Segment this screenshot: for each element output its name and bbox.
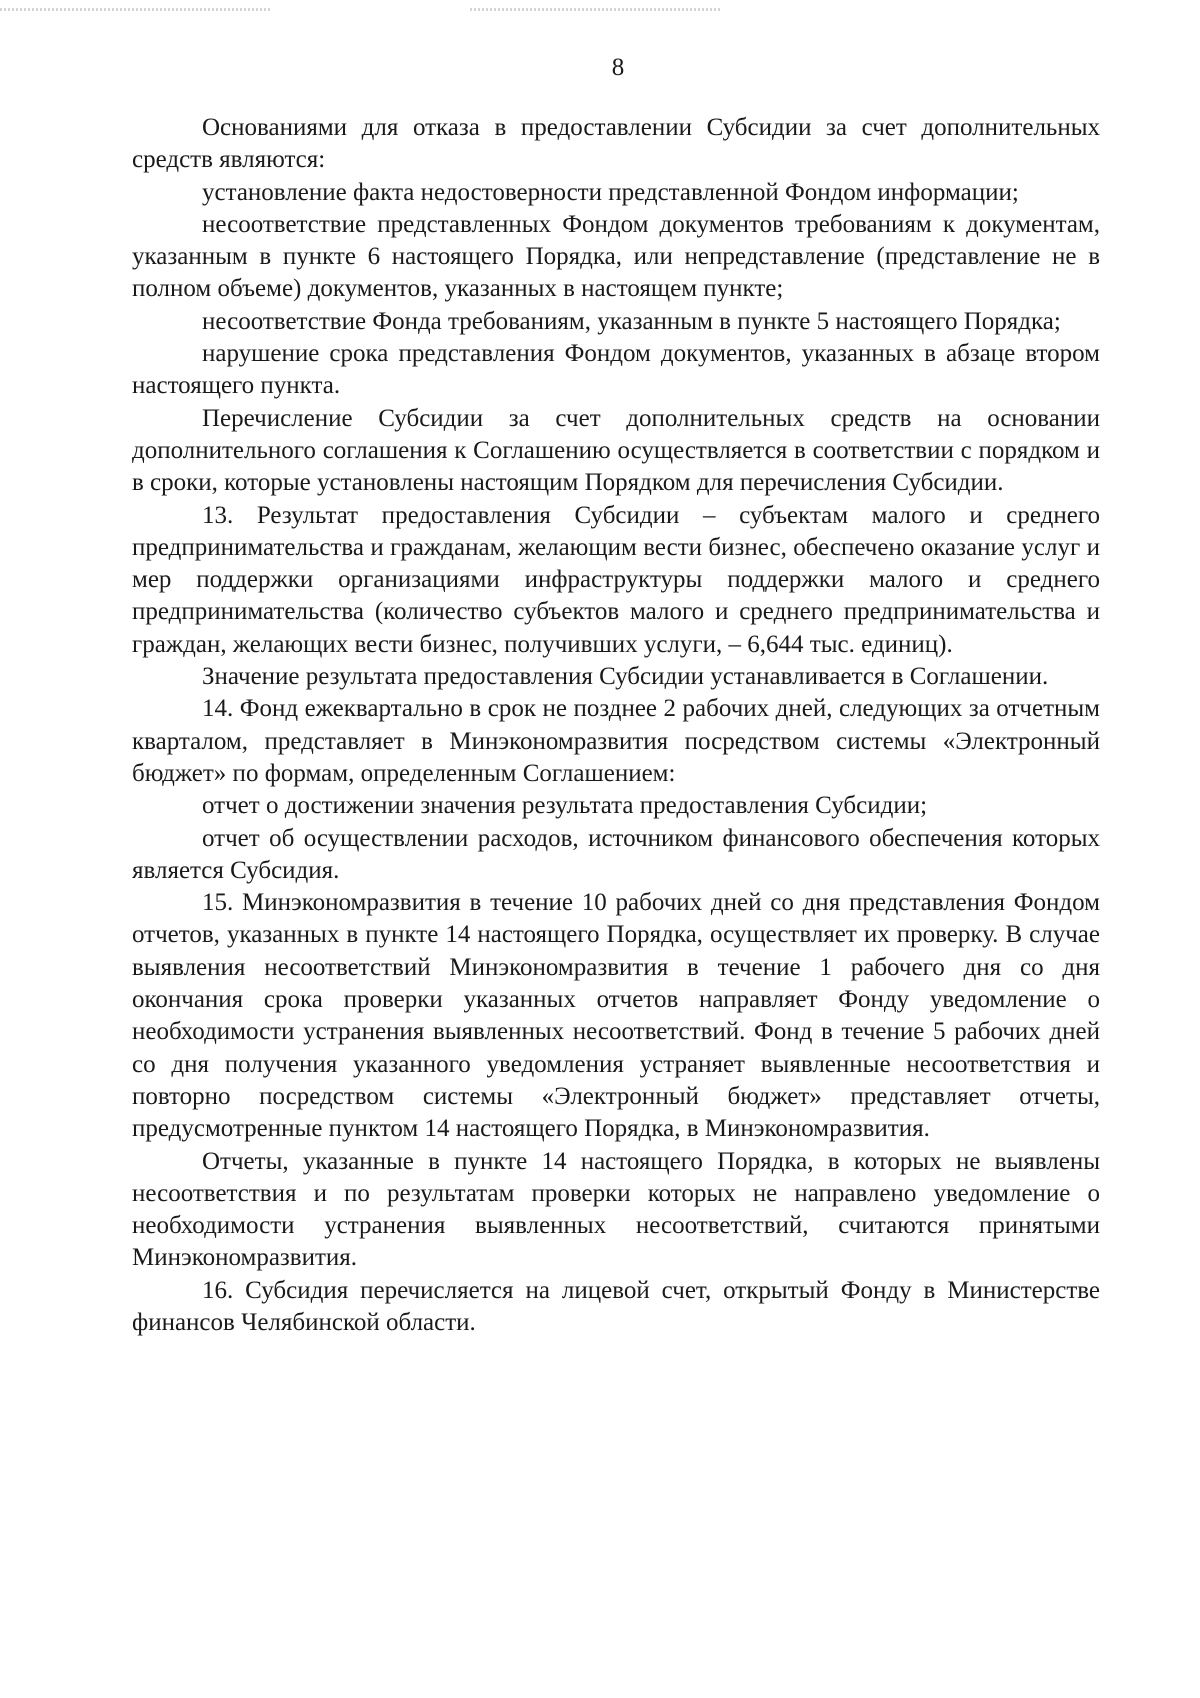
scan-artifact bbox=[470, 8, 720, 11]
paragraph: 16. Субсидия перечисляется на лицевой счет, открытый Фонду в Министерстве финансов Челябинской области. bbox=[132, 1276, 1100, 1336]
paragraph: Основаниями для отказа в предоставлении Субсидии за счет дополнительных средств являются: bbox=[132, 114, 1100, 174]
paragraph: установление факта недостоверности представленной Фондом информации; bbox=[202, 178, 1019, 206]
paragraph: Значение результата предоставления Субсидии устанавливается в Соглашении. bbox=[202, 663, 1049, 691]
paragraph: Отчеты, указанные в пункте 14 настоящего Порядка, в которых не выявлены несоответствия и по результатам проверки которых не направлено уведомление о необходимости устранения выявленных несоответствий, считаются принятыми Минэкономразвития. bbox=[132, 1147, 1100, 1272]
paragraph: несоответствие представленных Фондом документов требованиям к документам, указанным в пункте 6 настоящего Порядка, или непредставление (представление не в полном объеме) документов, указанных в настоящем пункте; bbox=[132, 210, 1100, 303]
paragraph: 13. Результат предоставления Субсидии – субъектам малого и среднего предпринимательства и гражданам, желающим вести бизнес, обеспечено оказание услуг и мер поддержки организациями инфраструктуры поддержки малого и среднего предпринимательства (количество субъектов малого и среднего предпринимательства и граждан, желающих вести бизнес, получивших услуги, – 6,644 тыс. единиц). bbox=[132, 501, 1100, 658]
paragraph: отчет о достижении значения результата предоставления Субсидии; bbox=[202, 792, 928, 820]
page-number: 8 bbox=[611, 54, 625, 81]
paragraph: Перечисление Субсидии за счет дополнительных средств на основании дополнительного соглашения к Соглашению осуществляется в соответствии с порядком и в сроки, которые установлены настоящим Порядком для перечисления Субсидии. bbox=[132, 404, 1100, 497]
paragraph: несоответствие Фонда требованиям, указанным в пункте 5 настоящего Порядка; bbox=[202, 307, 1061, 335]
paragraph: отчет об осуществлении расходов, источником финансового обеспечения которых является Субсидия. bbox=[132, 824, 1100, 884]
paragraph: 15. Минэкономразвития в течение 10 рабочих дней со дня представления Фондом отчетов, указанных в пункте 14 настоящего Порядка, осуществляет их проверку. В случае выявления несоответствий Минэкономразвития в течение 1 рабочего дня со дня окончания срока проверки указанных отчетов направляет Фонду уведомление о необходимости устранения выявленных несоответствий. Фонд в течение 5 рабочих дней со дня получения указанного уведомления устраняет выявленные несоответствия и повторно посредством системы «Электронный бюджет» представляет отчеты, предусмотренные пунктом 14 настоящего Порядка, в Минэкономразвития. bbox=[132, 889, 1100, 1143]
paragraph: 14. Фонд ежеквартально в срок не позднее 2 рабочих дней, следующих за отчетным кварталом, представляет в Минэкономразвития посредством системы «Электронный бюджет» по формам, определенным Соглашением: bbox=[132, 695, 1100, 787]
paragraph: нарушение срока представления Фондом документов, указанных в абзаце втором настоящего пункта. bbox=[132, 340, 1100, 400]
scan-artifact bbox=[0, 8, 270, 11]
document-body bbox=[132, 112, 1100, 1339]
